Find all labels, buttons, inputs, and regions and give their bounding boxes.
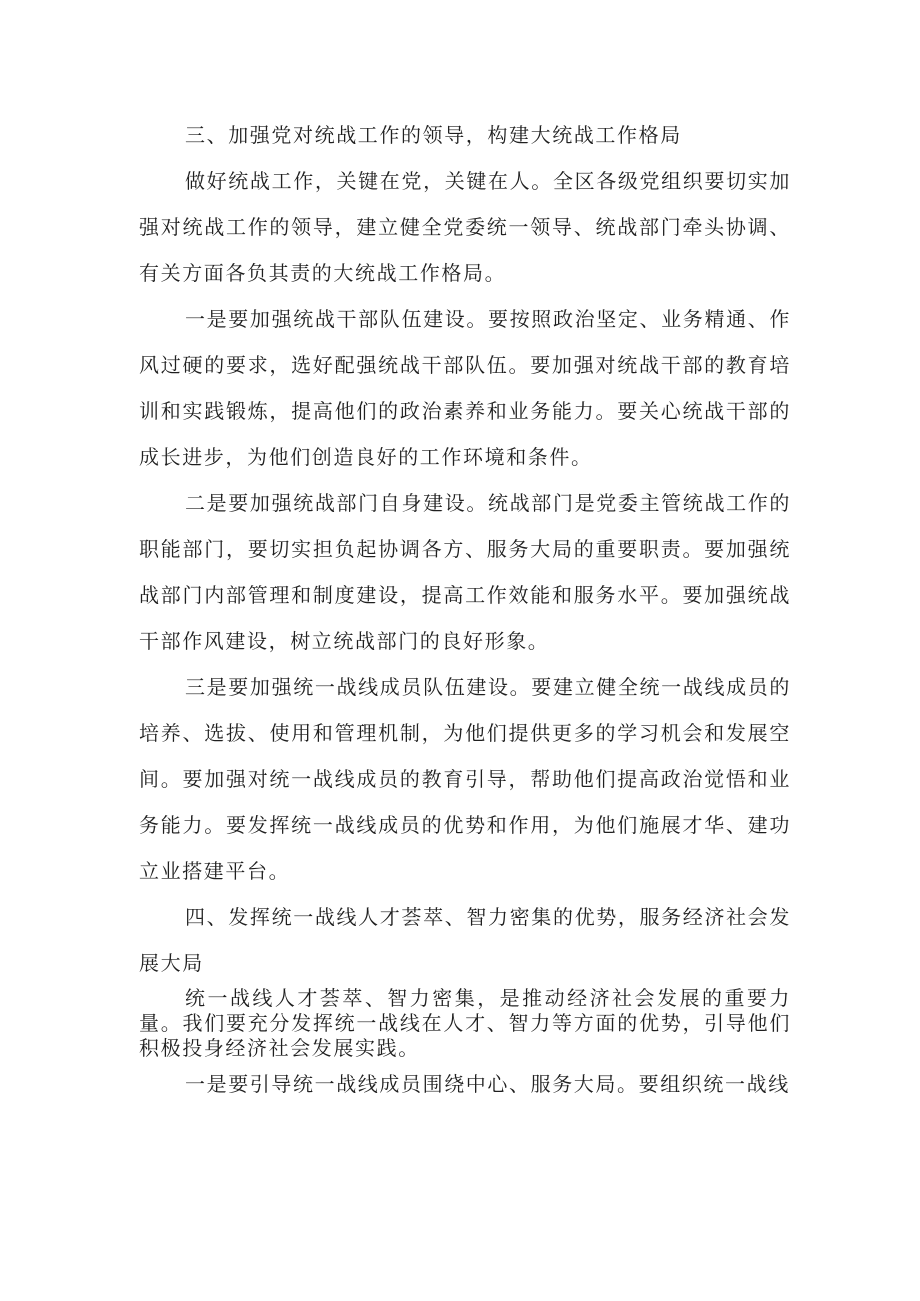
paragraph: 一是要加强统战干部队伍建设。要按照政治坚定、业务精通、作风过硬的要求，选好配强统战干部队伍。要加强对统战干部的教育培训和实践锻炼，提高他们的政治素养和业务能力。要关心统战干部的成长进步，为他们创造良好的工作环境和条件。	[139, 307, 791, 469]
document-body	[139, 112, 791, 1107]
paragraph: 二是要加强统战部门自身建设。统战部门是党委主管统战工作的职能部门，要切实担负起协调各方、服务大局的重要职责。要加强统战部门内部管理和制度建设，提高工作效能和服务水平。要加强统战干部作风建设，树立统战部门的良好形象。	[139, 491, 791, 653]
paragraph: 做好统战工作，关键在党，关键在人。全区各级党组织要切实加强对统战工作的领导，建立健全党委统一领导、统战部门牵头协调、有关方面各负其责的大统战工作格局。	[139, 169, 791, 285]
paragraph: 统一战线人才荟萃、智力密集，是推动经济社会发展的重要力量。我们要充分发挥统一战线在人才、智力等方面的优势，引导他们积极投身经济社会发展实践。	[139, 986, 791, 1060]
section-heading-3: 三、加强党对统战工作的领导，构建大统战工作格局	[185, 123, 682, 147]
paragraph: 一是要引导统一战线成员围绕中心、服务大局。要组织统一战线	[185, 1072, 790, 1096]
section-heading-4: 四、发挥统一战线人才荟萃、智力密集的优势，服务经济社会发展大局	[139, 905, 791, 975]
paragraph: 三是要加强统一战线成员队伍建设。要建立健全统一战线成员的培养、选拔、使用和管理机制，为他们提供更多的学习机会和发展空间。要加强对统一战线成员的教育引导，帮助他们提高政治觉悟和业务能力。要发挥统一战线成员的优势和作用，为他们施展才华、建功立业搭建平台。	[139, 675, 791, 883]
